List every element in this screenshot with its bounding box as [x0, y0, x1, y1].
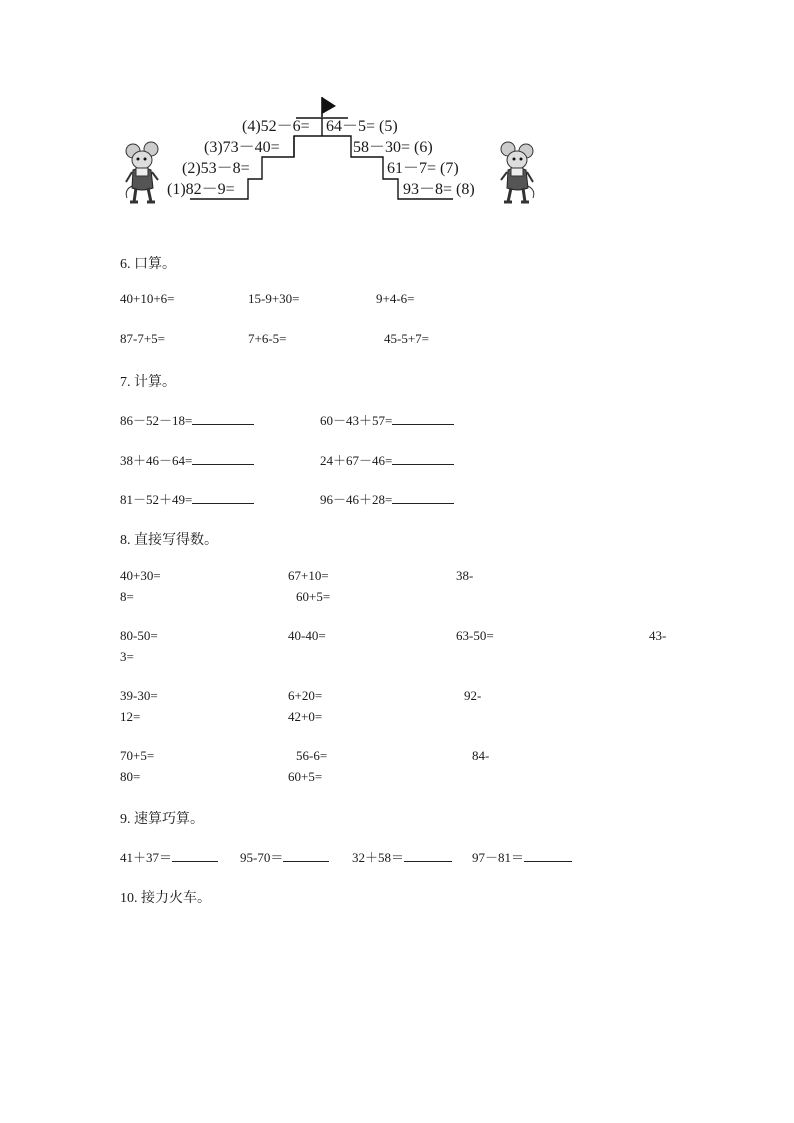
answer-blank[interactable]: [283, 849, 329, 862]
q8-item: 60+5=: [288, 769, 323, 784]
q6-item: 7+6-5=: [248, 331, 287, 346]
step-expression: 58－30=: [353, 139, 411, 156]
mouse-right-icon: [496, 140, 536, 206]
answer-blank[interactable]: [192, 452, 254, 465]
q8-title: 8. 直接写得数。: [120, 533, 218, 548]
q7-expression: 24＋67－46=: [320, 453, 393, 468]
step-expression: 64－5=: [326, 118, 376, 135]
step-number: (7): [440, 160, 459, 177]
q7-title: 7. 计算。: [120, 375, 176, 390]
q9-expression: 32＋58＝: [352, 850, 405, 865]
q6-title: 6. 口算。: [120, 257, 176, 272]
step-4: [242, 118, 310, 136]
step-expression: 93－8=: [403, 181, 453, 198]
step-number: (2): [182, 160, 201, 177]
q7-expression: 38＋46－64=: [120, 453, 193, 468]
answer-blank[interactable]: [524, 849, 572, 862]
q9-item: [120, 847, 218, 866]
step-5: [326, 118, 398, 136]
step-number: (6): [414, 139, 433, 156]
step-8: [403, 181, 475, 199]
q8-item: 43-: [649, 628, 667, 643]
q7-item: [320, 489, 454, 508]
q8-item: 38-: [456, 568, 474, 583]
q9-title: 9. 速算巧算。: [120, 812, 204, 827]
q6-item: 15-9+30=: [248, 291, 300, 306]
step-expression: 61－7=: [387, 160, 437, 177]
q10-title: 10. 接力火车。: [120, 891, 211, 906]
step-expression: 82－9=: [185, 181, 235, 198]
q9-expression: 97－81＝: [472, 850, 525, 865]
q8-item: 39-30=: [120, 688, 158, 703]
step-number: (3): [204, 139, 223, 156]
step-expression: 73－40=: [222, 139, 280, 156]
q8-item: 63-50=: [456, 628, 494, 643]
q8-item: 40+30=: [120, 568, 161, 583]
q7-item: [120, 489, 254, 508]
step-number: (5): [379, 118, 398, 135]
q7-item: [320, 450, 454, 469]
q8-item: 42+0=: [288, 709, 323, 724]
q9-expression: 41＋37＝: [120, 850, 173, 865]
q8-item: 3=: [120, 649, 134, 664]
q7-item: [120, 450, 254, 469]
answer-blank[interactable]: [192, 412, 254, 425]
staircase-lines: [0, 0, 794, 230]
q7-expression: 96－46＋28=: [320, 492, 393, 507]
q8-item: 84-: [472, 748, 490, 763]
flag-icon: [322, 97, 336, 114]
q8-item: 67+10=: [288, 568, 329, 583]
q9-item: [472, 847, 572, 866]
q8-item: 56-6=: [296, 748, 328, 763]
q8-item: 6+20=: [288, 688, 323, 703]
q8-item: 70+5=: [120, 748, 155, 763]
step-expression: 53－8=: [200, 160, 250, 177]
q7-expression: 81－52＋49=: [120, 492, 193, 507]
q9-expression: 95-70＝: [240, 850, 284, 865]
answer-blank[interactable]: [172, 849, 218, 862]
relay-staircase-figure: [0, 0, 794, 230]
q7-expression: 86－52－18=: [120, 413, 193, 428]
q6-item: 40+10+6=: [120, 291, 175, 306]
step-number: (1): [167, 181, 186, 198]
q8-item: 80-50=: [120, 628, 158, 643]
q9-item: [240, 847, 329, 866]
q8-item: 8=: [120, 589, 134, 604]
q7-expression: 60－43＋57=: [320, 413, 393, 428]
q6-item: 45-5+7=: [384, 331, 429, 346]
step-expression: 52－6=: [260, 118, 310, 135]
q6-item: 9+4-6=: [376, 291, 415, 306]
q8-item: 60+5=: [296, 589, 331, 604]
q6-item: 87-7+5=: [120, 331, 165, 346]
q8-item: 12=: [120, 709, 141, 724]
step-number: (8): [456, 181, 475, 198]
step-3: [204, 139, 280, 157]
step-1: [167, 181, 235, 199]
q7-item: [320, 410, 454, 429]
answer-blank[interactable]: [392, 452, 454, 465]
step-6: [353, 139, 433, 157]
q8-item: 92-: [464, 688, 482, 703]
step-number: (4): [242, 118, 261, 135]
answer-blank[interactable]: [404, 849, 452, 862]
q9-item: [352, 847, 452, 866]
q8-item: 40-40=: [288, 628, 326, 643]
answer-blank[interactable]: [392, 491, 454, 504]
q7-item: [120, 410, 254, 429]
step-2: [182, 160, 250, 178]
mouse-left-icon: [124, 140, 164, 206]
answer-blank[interactable]: [392, 412, 454, 425]
q8-item: 80=: [120, 769, 141, 784]
answer-blank[interactable]: [192, 491, 254, 504]
step-7: [387, 160, 459, 178]
